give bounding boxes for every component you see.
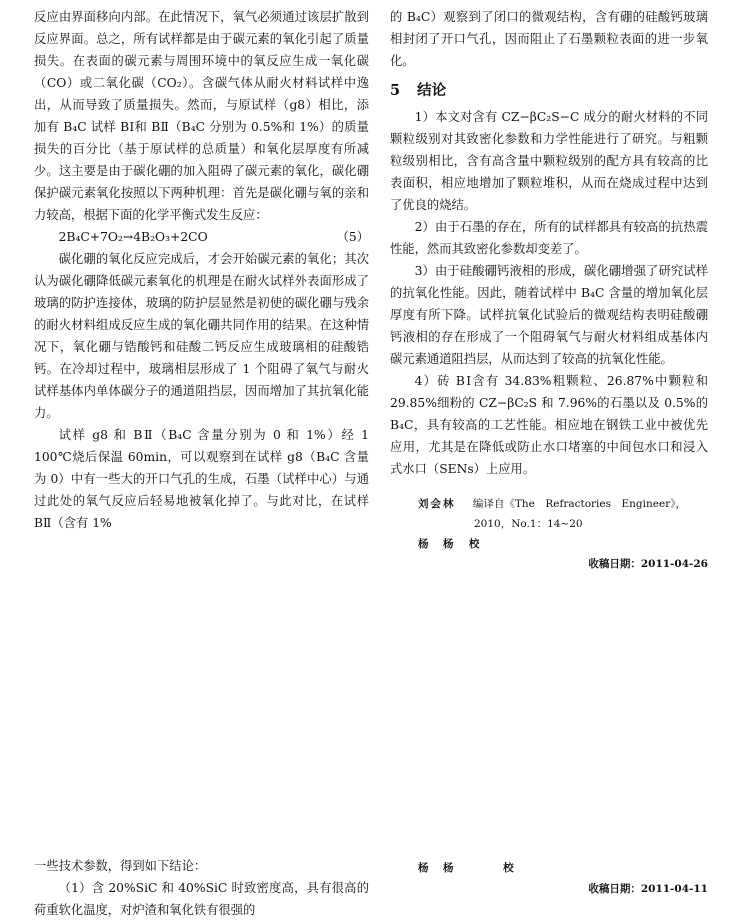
bottom-line-conclusion-1: （1）含 20%SiC 和 40%SiC 时致密度高，具有很高的荷重软化温度，对炉渣和氧化铁有很强的 <box>34 881 369 917</box>
translator-source: 编译自《The Refractories Engineer》， <box>472 498 686 510</box>
bottom-proofreader-name: 杨 杨 <box>418 862 456 874</box>
paragraph-closed-pores: 的 B₄C）观察到了闭口的微观结构，含有硼的硅酸钙玻璃相封闭了开口气孔，因而阻止了石墨颗粒表面的进一步氧化。 <box>390 10 708 68</box>
section-number: 5 <box>390 82 401 99</box>
conclusion-item-3: 3）由于硅酸硼钙液相的形成，碳化硼增强了研究试样的抗氧化性能。因此，随着试样中 B₄C 含量的增加氧化层厚度有所下降。试样抗氧化试验后的微观结构表明硅酸硼钙液相的存在形成了一个阻碍氧气与耐火材料组成基体内碳元素通道阻挡层，从而达到了较高的抗氧化性能。 <box>390 264 708 366</box>
bottom-left-fragment <box>34 855 369 921</box>
proofreader-name: 杨 杨 <box>418 538 456 550</box>
right-column <box>390 6 708 571</box>
section-heading-conclusion <box>390 80 708 102</box>
equation-number: （5） <box>336 230 369 244</box>
bottom-right-fragment <box>390 860 708 896</box>
bottom-line-intro: 一些技术参数，得到如下结论： <box>34 859 207 873</box>
paragraph-sample-comparison: 试样 g8 和 BⅡ（B₄C 含量分别为 0 和 1%）经 1 100℃烧后保温 60min，可以观察到在试样 g8（B₄C 含量为 0）中有一些大的开口气孔的生成，石墨（试样中心）与通过此处的氧气反应后轻易地被氧化掉了。与此对比，在试样 BⅡ（含有 1% <box>34 428 369 530</box>
bottom-proofreader-label: 校 <box>503 862 516 874</box>
conclusion-item-2: 2）由于石墨的存在，所有的试样都具有较高的抗热震性能，然而其致密化参数却变差了。 <box>390 220 708 256</box>
received-date: 收稿日期：2011-04-26 <box>588 558 708 570</box>
left-column <box>34 6 369 534</box>
bottom-received-date: 收稿日期：2011-04-11 <box>588 883 708 895</box>
paragraph-oxidation-mechanism: 反应由界面移向内部。在此情况下，氧气必须通过该层扩散到反应界面。总之，所有试样都是由于碳元素的氧化引起了质量损失。在表面的碳元素与周围环境中的氧反应生成一氧化碳（CO）或二氧化碳（CO₂）。含碳气体从耐火材料试样中逸出，从而导致了质量损失。然而，与原试样（g8）相比，添加有 B₄C 试样 BⅠ和 BⅡ（B₄C 分别为 0.5%和 1%）的质量损失的百分比（基于原试样的总质量）和氧化层厚度有所减少。这主要是由于碳化硼的加入阻碍了碳元素的氧化，碳化硼保护碳元素氧化按照以下两种机理：首先是碳化硼与氧的亲和力较高，根据下面的化学平衡式发生反应： <box>34 10 369 222</box>
equation-formula: 2B₄C+7O₂→4B₂O₃+2CO <box>58 230 208 244</box>
paragraph-glass-protection: 碳化硼的氧化反应完成后，才会开始碳元素的氧化；其次认为碳化硼降低碳元素氧化的机理是在耐火试样外表面形成了玻璃的防护连接体，玻璃的防护层显然是初使的碳化硼与残余的耐火材料组成反应生成的氧化硼共同作用的结果。在这种情况下，氧化硼与锆酸钙和硅酸二钙反应生成玻璃相的硅酸锆钙。在冷却过程中，玻璃相层形成了 1 个阻碍了氧气与耐火试样基体内单体碳分子的通道阻挡层，因而增加了其抗氧化能力。 <box>34 252 369 420</box>
proofreader-label: 校 <box>468 538 482 550</box>
section-title: 结论 <box>417 82 447 99</box>
translator-name: 刘会林 <box>418 498 456 510</box>
translator-credit <box>390 494 708 554</box>
bottom-proofreader <box>390 860 708 875</box>
conclusion-item-1: 1）本文对含有 CZ−βC₂S−C 成分的耐火材料的不同颗粒级别对其致密化参数和力学性能进行了研究。与粗颗粒级别相比，含有高含量中颗粒级别的配方具有较高的比表面积，相应地增加了颗粒堆积，从而在烧成过程中达到了优良的烧结。 <box>390 110 708 212</box>
conclusion-item-4: 4）砖 BⅠ含有 34.83%粗颗粒、26.87%中颗粒和 29.85%细粉的 CZ−βC₂S 和 7.96%的石墨以及 0.5%的 B₄C，具有较高的工艺性能。相应地在钢铁工业中被优先应用，尤其是在降低或防止水口堵塞的中间包水口和浸入式水口（SENs）上应用。 <box>390 374 708 476</box>
chemical-equation <box>34 226 369 248</box>
translator-source-issue: 2010，No.1：14~20 <box>474 518 583 530</box>
